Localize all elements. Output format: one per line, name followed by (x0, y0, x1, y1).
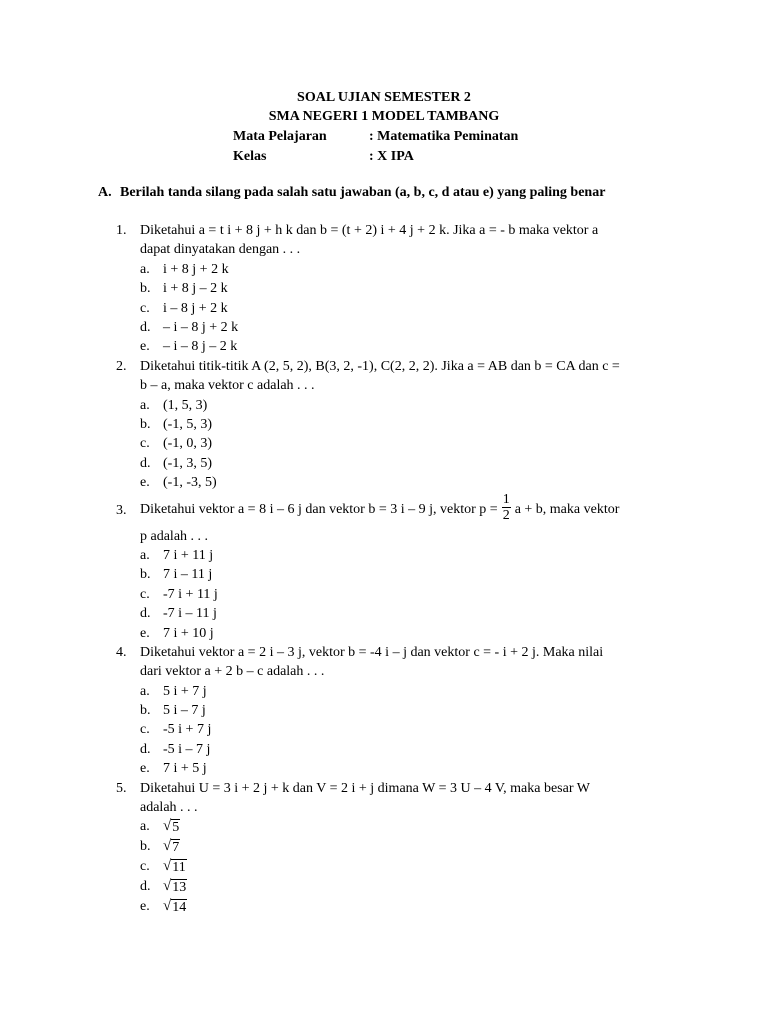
option-letter: c. (140, 586, 150, 602)
question-number: 2. (116, 358, 127, 374)
option-text: i + 8 j + 2 k (163, 261, 229, 277)
option-list (0, 817, 768, 917)
option-item[interactable] (0, 337, 768, 356)
option-text: i + 8 j – 2 k (163, 281, 228, 297)
question-5 (0, 779, 768, 918)
option-item[interactable] (0, 817, 768, 837)
fraction-denominator: 2 (502, 507, 510, 523)
option-list (0, 396, 768, 493)
option-letter: e. (140, 475, 150, 491)
option-text: 7 i + 11 j (163, 547, 214, 563)
section-heading (98, 183, 605, 202)
option-text: 7 i + 10 j (163, 625, 214, 641)
option-item[interactable] (0, 434, 768, 453)
radicand: 14 (172, 900, 187, 916)
question-3 (0, 493, 768, 643)
option-letter: d. (140, 606, 151, 622)
option-item[interactable] (0, 759, 768, 778)
radicand: 7 (172, 840, 180, 856)
question-number: 3. (116, 502, 127, 518)
option-item[interactable] (0, 740, 768, 759)
option-text: 5 i + 7 j (163, 683, 207, 699)
option-letter: e. (140, 899, 150, 915)
question-stem (140, 779, 680, 818)
radicand: 11 (172, 860, 186, 876)
option-letter: c. (140, 436, 150, 452)
question-stem (140, 493, 680, 546)
option-item[interactable] (0, 897, 768, 917)
class-label: Kelas (233, 148, 267, 164)
option-item[interactable] (0, 260, 768, 279)
option-text: (-1, 5, 3) (163, 416, 212, 432)
option-text: (-1, 0, 3) (163, 436, 212, 452)
radical-sign-icon: √ (163, 818, 172, 835)
square-root (163, 817, 180, 836)
option-text: 5 i – 7 j (163, 703, 206, 719)
stem-line: Diketahui U = 3 i + 2 j + k dan V = 2 i + j dimana W = 3 U – 4 V, maka besar W (140, 780, 590, 796)
radical-sign-icon: √ (163, 898, 172, 915)
option-text: (1, 5, 3) (163, 397, 208, 413)
question-1 (0, 221, 768, 357)
option-list (0, 260, 768, 357)
option-letter: d. (140, 455, 151, 471)
question-number: 1. (116, 223, 127, 238)
square-root (163, 897, 187, 916)
stem-line: dapat dinyatakan dengan . . . (140, 242, 301, 258)
option-item[interactable] (0, 624, 768, 643)
stem-line: p adalah . . . (140, 528, 209, 544)
stem-line: dari vektor a + 2 b – c adalah . . . (140, 664, 325, 680)
square-root (163, 837, 180, 856)
option-letter: a. (140, 819, 150, 835)
option-text: -7 i – 11 j (163, 606, 217, 622)
option-item[interactable] (0, 604, 768, 623)
radicand: 13 (172, 880, 187, 896)
question-number: 4. (116, 644, 127, 660)
option-list (0, 682, 768, 779)
option-text: 7 i – 11 j (163, 567, 213, 583)
option-item[interactable] (0, 546, 768, 565)
option-text: i – 8 j + 2 k (163, 300, 228, 316)
option-letter: e. (140, 625, 150, 641)
option-item[interactable] (0, 720, 768, 739)
question-list (0, 221, 768, 917)
stem-text-before: Diketahui vektor a = 8 i – 6 j dan vektor b = 3 i – 9 j, vektor p = (140, 501, 498, 517)
option-item[interactable] (0, 279, 768, 298)
radical-sign-icon: √ (163, 838, 172, 855)
option-letter: a. (140, 261, 150, 277)
option-item[interactable] (0, 415, 768, 434)
option-item[interactable] (0, 396, 768, 415)
option-item[interactable] (0, 585, 768, 604)
option-letter: d. (140, 879, 151, 895)
square-root (163, 857, 187, 876)
subject-value: : Matematika Peminatan (369, 128, 519, 144)
stem-line: adalah . . . (140, 800, 198, 816)
question-4 (0, 643, 768, 779)
stem-line: Diketahui titik-titik A (2, 5, 2), B(3, 2, -1), C(2, 2, 2). Jika a = AB dan b = CA dan c = (140, 358, 620, 374)
fraction-numerator: 1 (502, 491, 510, 507)
option-item[interactable] (0, 682, 768, 701)
option-text: -7 i + 11 j (163, 586, 218, 602)
option-item[interactable] (0, 701, 768, 720)
subject-row (0, 127, 768, 147)
question-number: 5. (116, 780, 127, 796)
stem-line (140, 493, 680, 527)
option-letter: c. (140, 722, 150, 738)
radical-sign-icon: √ (163, 858, 172, 875)
option-letter: d. (140, 741, 151, 757)
class-row (0, 147, 768, 167)
question-stem (140, 221, 680, 260)
question-stem (140, 643, 680, 682)
section-instruction: Berilah tanda silang pada salah satu jawaban (a, b, c, d atau e) yang paling benar (120, 185, 606, 200)
option-letter: e. (140, 339, 150, 355)
stem-line: Diketahui a = t i + 8 j + h k dan b = (t + 2) i + 4 j + 2 k. Jika a = - b maka vektor a (140, 223, 599, 238)
school-name: SMA NEGERI 1 MODEL TAMBANG (268, 109, 500, 125)
exam-title: SOAL UJIAN SEMESTER 2 (297, 90, 471, 105)
square-root (163, 877, 187, 896)
stem-text-after: a + b, maka vektor (514, 501, 620, 517)
option-letter: c. (140, 859, 150, 875)
radicand: 5 (172, 820, 180, 836)
option-letter: e. (140, 761, 150, 777)
option-item[interactable] (0, 454, 768, 473)
section-letter: A. (98, 185, 112, 200)
document-header (0, 88, 768, 167)
option-item[interactable] (0, 473, 768, 492)
class-value: : X IPA (369, 148, 414, 164)
option-text: – i – 8 j – 2 k (163, 339, 238, 355)
option-letter: b. (140, 839, 151, 855)
option-letter: a. (140, 547, 150, 563)
option-text: (-1, -3, 5) (163, 475, 217, 491)
option-letter: b. (140, 281, 151, 297)
option-item[interactable] (0, 837, 768, 857)
radical-sign-icon: √ (163, 878, 172, 895)
option-text: (-1, 3, 5) (163, 455, 212, 471)
fraction-one-half (502, 492, 511, 523)
option-item[interactable] (0, 299, 768, 318)
option-letter: a. (140, 683, 150, 699)
option-letter: b. (140, 416, 151, 432)
option-letter: a. (140, 397, 150, 413)
option-item[interactable] (0, 877, 768, 897)
option-list (0, 546, 768, 643)
question-stem (140, 357, 680, 396)
stem-line: b – a, maka vektor c adalah . . . (140, 378, 315, 394)
option-letter: d. (140, 319, 151, 335)
option-letter: b. (140, 567, 151, 583)
option-item[interactable] (0, 318, 768, 337)
option-item[interactable] (0, 857, 768, 877)
option-letter: c. (140, 300, 150, 316)
option-text: -5 i – 7 j (163, 741, 211, 757)
question-2 (0, 357, 768, 493)
subject-label: Mata Pelajaran (233, 128, 327, 144)
option-item[interactable] (0, 565, 768, 584)
option-text: 7 i + 5 j (163, 761, 207, 777)
option-text: – i – 8 j + 2 k (163, 319, 239, 335)
option-letter: b. (140, 703, 151, 719)
option-text: -5 i + 7 j (163, 722, 212, 738)
stem-line: Diketahui vektor a = 2 i – 3 j, vektor b = -4 i – j dan vektor c = - i + 2 j. Maka nilai (140, 644, 604, 660)
